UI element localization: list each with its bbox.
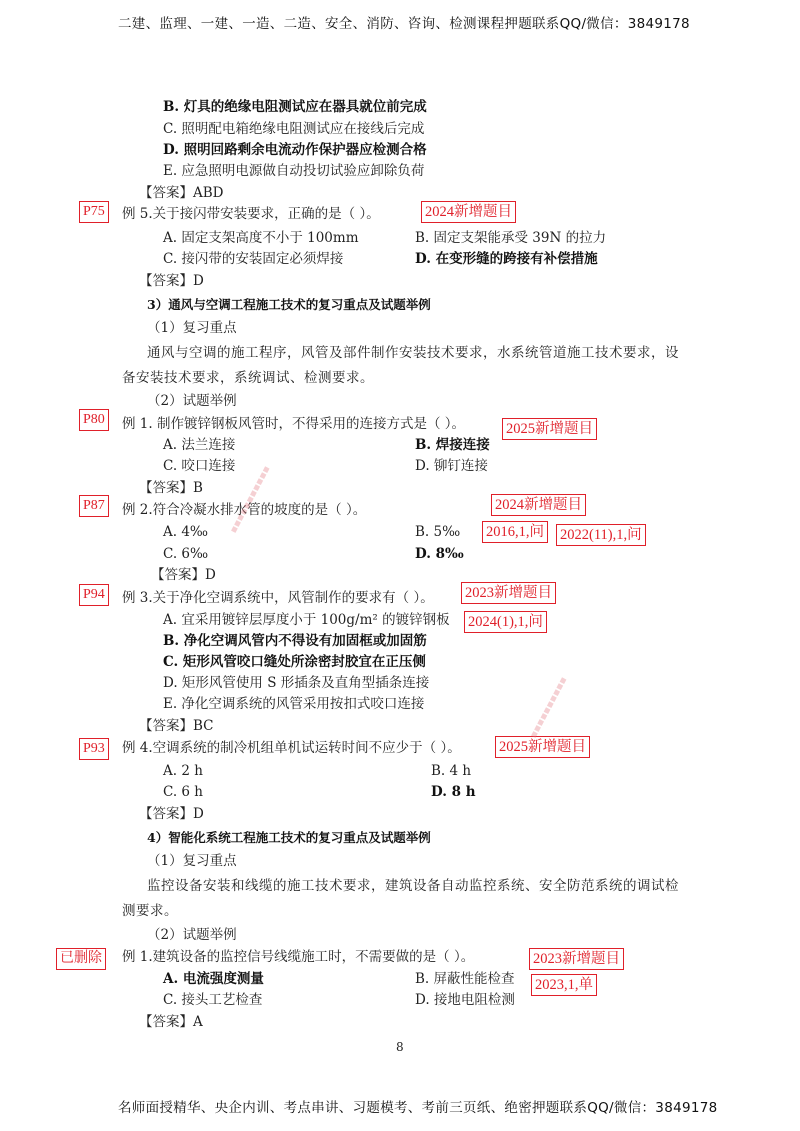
new-question-tag: 2024新增题目 xyxy=(421,201,516,223)
option-b: B. 焊接连接 xyxy=(415,437,490,453)
question-stem: 例 4.空调系统的制冷机组单机试运转时间不应少于（ ）。 xyxy=(122,740,461,756)
question-stem: 例 5.关于接闪带安装要求，正确的是（ ）。 xyxy=(122,206,380,222)
option-a: A. 2 h xyxy=(163,763,203,779)
new-question-tag: 2025新增题目 xyxy=(502,418,597,440)
exam-year-tag: 2016,1,问 xyxy=(482,521,548,543)
section-title: 3）通风与空调工程施工技术的复习重点及试题举例 xyxy=(147,297,431,312)
new-question-tag: 2024新增题目 xyxy=(491,494,586,516)
option-d: D. 在变形缝的跨接有补偿措施 xyxy=(415,251,598,267)
option-c: C. 接闪带的安装固定必须焊接 xyxy=(163,251,344,267)
option-b: B. 4 h xyxy=(431,763,472,779)
page-ref-badge: P80 xyxy=(79,409,109,431)
deleted-badge: 已删除 xyxy=(56,948,106,970)
exam-year-tag: 2022(11),1,问 xyxy=(556,524,646,546)
answer: 【答案】ABD xyxy=(139,185,224,201)
answer: 【答案】D xyxy=(151,567,216,583)
option-c: C. 矩形风管咬口缝处所涂密封胶宜在正压侧 xyxy=(163,654,426,670)
subsection-heading: （2）试题举例 xyxy=(147,393,237,409)
exam-year-tag: 2023,1,单 xyxy=(531,974,597,996)
option-d: D. 矩形风管使用 S 形插条及直角型插条连接 xyxy=(163,675,430,691)
answer: 【答案】A xyxy=(139,1014,203,1030)
answer: 【答案】D xyxy=(139,806,204,822)
option-b: B. 灯具的绝缘电阻测试应在器具就位前完成 xyxy=(163,99,427,115)
paragraph-line: 备安装技术要求，系统调试、检测要求。 xyxy=(122,370,374,386)
option-a: A. 电流强度测量 xyxy=(163,971,264,987)
answer: 【答案】B xyxy=(139,480,203,496)
new-question-tag: 2023新增题目 xyxy=(529,948,624,970)
subsection-heading: （2）试题举例 xyxy=(147,927,237,943)
option-a: A. 宜采用镀锌层厚度小于 100g/m² 的镀锌钢板 xyxy=(163,612,450,628)
paragraph-line: 测要求。 xyxy=(122,903,178,919)
option-c: C. 咬口连接 xyxy=(163,458,236,474)
page-number: 8 xyxy=(396,1040,404,1054)
option-d: D. 8 h xyxy=(431,784,476,800)
page-footer: 名师面授精华、央企内训、考点串讲、习题模考、考前三页纸、绝密押题联系QQ/微信：3849178 xyxy=(118,1100,718,1116)
page-ref-badge: P87 xyxy=(79,495,109,517)
option-b: B. 5‰ xyxy=(415,524,461,540)
paragraph-line: 监控设备安装和线缆的施工技术要求，建筑设备自动监控系统、安全防范系统的调试检 xyxy=(147,878,679,894)
watermark: ▪▪▪▪▪▪▪▪▪▪ xyxy=(528,675,570,741)
subsection-heading: （1）复习重点 xyxy=(147,320,237,336)
option-b: B. 屏蔽性能检查 xyxy=(415,971,515,987)
question-stem: 例 3.关于净化空调系统中，风管制作的要求有（ ）。 xyxy=(122,590,434,606)
answer: 【答案】BC xyxy=(139,718,214,734)
option-d: D. 8‰ xyxy=(415,546,464,562)
option-a: A. 4‰ xyxy=(163,524,209,540)
new-question-tag: 2023新增题目 xyxy=(461,582,556,604)
option-d: D. 照明回路剩余电流动作保护器应检测合格 xyxy=(163,142,427,158)
option-a: A. 固定支架高度不小于 100mm xyxy=(163,230,359,246)
option-c: C. 照明配电箱绝缘电阻测试应在接线后完成 xyxy=(163,121,425,137)
option-c: C. 接头工艺检查 xyxy=(163,992,263,1008)
page-ref-badge: P75 xyxy=(79,201,109,223)
answer: 【答案】D xyxy=(139,273,204,289)
page-ref-badge: P94 xyxy=(79,584,109,606)
section-title: 4）智能化系统工程施工技术的复习重点及试题举例 xyxy=(147,830,431,845)
question-stem: 例 2.符合冷凝水排水管的坡度的是（ ）。 xyxy=(122,502,367,518)
question-stem: 例 1. 制作镀锌钢板风管时，不得采用的连接方式是（ ）。 xyxy=(122,416,466,432)
option-b: B. 净化空调风管内不得设有加固框或加固筋 xyxy=(163,633,427,649)
subsection-heading: （1）复习重点 xyxy=(147,853,237,869)
option-c: C. 6 h xyxy=(163,784,204,800)
option-e: E. 净化空调系统的风管采用按扣式咬口连接 xyxy=(163,696,425,712)
option-c: C. 6‰ xyxy=(163,546,209,562)
option-a: A. 法兰连接 xyxy=(163,437,236,453)
option-b: B. 固定支架能承受 39N 的拉力 xyxy=(415,230,607,246)
option-d: D. 接地电阻检测 xyxy=(415,992,515,1008)
watermark: ▪▪▪▪▪▪▪▪▪▪▪ xyxy=(228,464,273,536)
option-e: E. 应急照明电源做自动投切试验应卸除负荷 xyxy=(163,163,425,179)
page-header: 二建、监理、一建、一造、二造、安全、消防、咨询、检测课程押题联系QQ/微信：3849178 xyxy=(118,16,690,32)
option-d: D. 铆钉连接 xyxy=(415,458,488,474)
paragraph-line: 通风与空调的施工程序，风管及部件制作安装技术要求，水系统管道施工技术要求，设 xyxy=(147,345,679,361)
exam-year-tag: 2024(1),1,问 xyxy=(464,611,547,633)
page-ref-badge: P93 xyxy=(79,738,109,760)
new-question-tag: 2025新增题目 xyxy=(495,736,590,758)
question-stem: 例 1.建筑设备的监控信号线缆施工时，不需要做的是（ ）。 xyxy=(122,949,475,965)
